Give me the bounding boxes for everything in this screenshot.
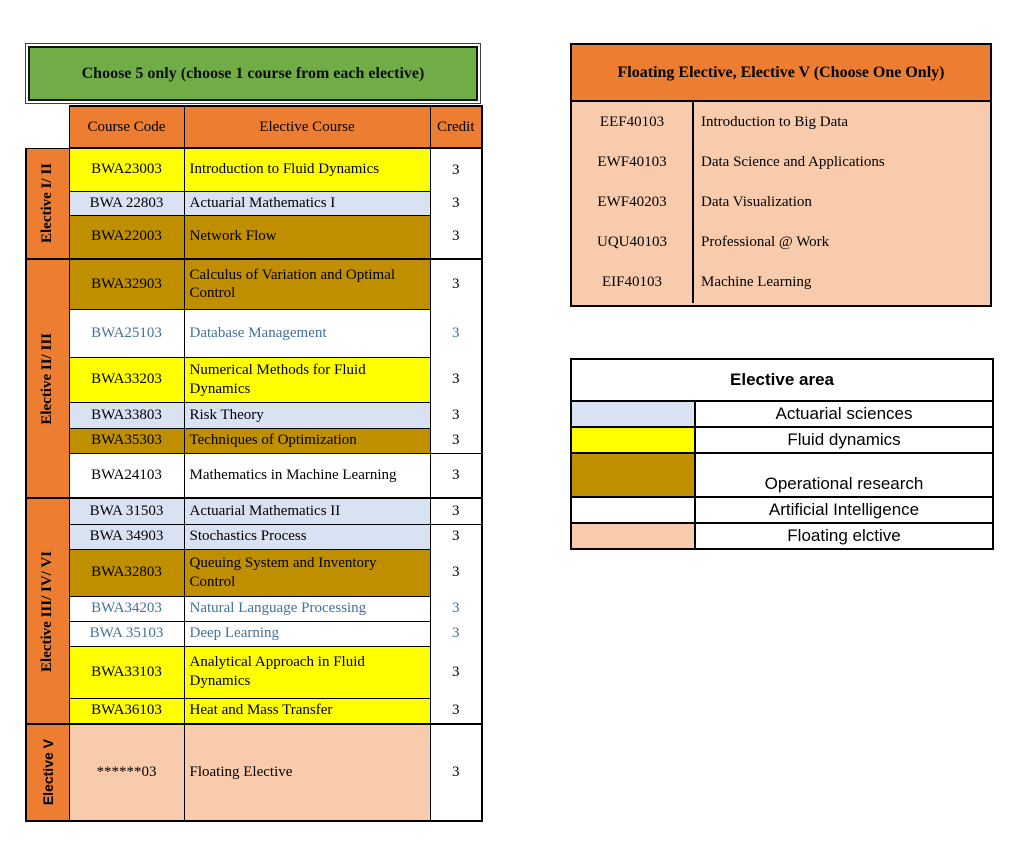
course-row <box>26 309 482 357</box>
elective-group-label: Elective III/ IV/ VI <box>39 550 56 672</box>
course-name-cell: Introduction to Fluid Dynamics <box>184 148 430 191</box>
course-code-cell: BWA 34903 <box>69 524 184 549</box>
course-name-cell: Calculus of Variation and Optimal Control <box>184 259 430 309</box>
credit-cell: 3 <box>430 402 482 428</box>
floating-course-code: EWF40203 <box>572 182 694 222</box>
course-name-cell: Queuing System and Inventory Control <box>184 549 430 596</box>
course-row <box>26 698 482 724</box>
course-name-cell: Network Flow <box>184 215 430 259</box>
course-row <box>26 646 482 698</box>
credit-cell: 3 <box>430 309 482 357</box>
course-name-cell: Heat and Mass Transfer <box>184 698 430 724</box>
course-row <box>26 724 482 821</box>
credit-cell: 3 <box>430 259 482 309</box>
elective-group-cell <box>26 498 69 724</box>
credit-cell: 3 <box>430 453 482 498</box>
credit-cell: 3 <box>430 498 482 524</box>
legend-swatch-fluid <box>571 427 695 453</box>
course-code-cell: BWA36103 <box>69 698 184 724</box>
course-code-cell: BWA25103 <box>69 309 184 357</box>
course-row <box>26 498 482 524</box>
course-name-cell: Techniques of Optimization <box>184 428 430 453</box>
credit-cell: 3 <box>430 148 482 191</box>
course-code-cell: BWA 35103 <box>69 621 184 646</box>
course-name-cell: Risk Theory <box>184 402 430 428</box>
floating-course-code: EWF40103 <box>572 142 694 182</box>
legend-row <box>571 427 993 453</box>
credit-cell: 3 <box>430 646 482 698</box>
course-code-cell: BWA22003 <box>69 215 184 259</box>
course-code-cell: BWA32803 <box>69 549 184 596</box>
choose-banner <box>25 43 481 104</box>
elective-group-label: Elective I/ II <box>39 163 56 244</box>
floating-electives-body <box>570 102 992 307</box>
course-name-cell: Actuarial Mathematics I <box>184 191 430 215</box>
course-name-cell: Mathematics in Machine Learning <box>184 453 430 498</box>
course-name-cell: Floating Elective <box>184 724 430 821</box>
course-name-cell: Numerical Methods for Fluid Dynamics <box>184 357 430 402</box>
credit-cell: 3 <box>430 524 482 549</box>
floating-course-name: Data Science and Applications <box>701 153 885 170</box>
course-row <box>26 524 482 549</box>
course-code-cell: BWA32903 <box>69 259 184 309</box>
course-row <box>26 453 482 498</box>
col-header-course-code: Course Code <box>69 106 184 148</box>
elective-group-cell <box>26 148 69 259</box>
course-row <box>26 549 482 596</box>
course-name-cell: Analytical Approach in Fluid Dynamics <box>184 646 430 698</box>
course-row <box>26 357 482 402</box>
floating-course-name: Professional @ Work <box>701 234 830 251</box>
choose-banner-text: Choose 5 only (choose 1 course from each elective) <box>28 46 478 101</box>
course-name-cell: Deep Learning <box>184 621 430 646</box>
credit-cell: 3 <box>430 357 482 402</box>
credit-cell: 3 <box>430 621 482 646</box>
credit-cell: 3 <box>430 724 482 821</box>
floating-course-code: EEF40103 <box>572 102 694 142</box>
elective-group-label: Elective II/ III <box>39 332 56 425</box>
course-name-cell: Stochastics Process <box>184 524 430 549</box>
legend-swatch-operational <box>571 453 695 497</box>
course-code-cell: BWA 22803 <box>69 191 184 215</box>
course-row <box>26 596 482 621</box>
legend-label: Fluid dynamics <box>695 427 993 453</box>
legend-table <box>570 358 994 550</box>
course-code-cell: BWA 31503 <box>69 498 184 524</box>
legend-swatch-ai <box>571 497 695 523</box>
floating-course-name: Introduction to Big Data <box>701 113 849 130</box>
electives-header-row <box>26 106 482 148</box>
course-row <box>26 621 482 646</box>
course-code-cell: BWA35303 <box>69 428 184 453</box>
course-name-cell: Natural Language Processing <box>184 596 430 621</box>
course-code-cell: BWA33203 <box>69 357 184 402</box>
col-header-credit: Credit <box>430 106 482 148</box>
course-row <box>26 148 482 191</box>
legend-row <box>571 497 993 523</box>
course-row <box>26 428 482 453</box>
legend-title: Elective area <box>571 359 993 401</box>
credit-cell: 3 <box>430 698 482 724</box>
legend-label: Floating elctive <box>695 523 993 549</box>
legend-label: Operational research <box>695 453 993 497</box>
course-name-cell: Actuarial Mathematics II <box>184 498 430 524</box>
legend-row <box>571 401 993 427</box>
legend-row <box>571 453 993 497</box>
legend-row <box>571 523 993 549</box>
col-header-elective-course: Elective Course <box>184 106 430 148</box>
course-code-cell: BWA33103 <box>69 646 184 698</box>
course-row <box>26 191 482 215</box>
floating-course-name: Machine Learning <box>701 274 812 291</box>
course-name-cell: Database Management <box>184 309 430 357</box>
course-row <box>26 402 482 428</box>
elective-group-label: Elective V <box>39 739 56 806</box>
floating-course-name: Data Visualization <box>701 193 812 210</box>
credit-cell: 3 <box>430 596 482 621</box>
course-code-cell: BWA24103 <box>69 453 184 498</box>
floating-electives-title: Floating Elective, Elective V (Choose One Only) <box>570 43 992 102</box>
legend-swatch-floating <box>571 523 695 549</box>
course-code-cell: BWA34203 <box>69 596 184 621</box>
credit-cell: 3 <box>430 215 482 259</box>
course-code-cell: ******03 <box>69 724 184 821</box>
floating-course-code: UQU40103 <box>572 223 694 263</box>
legend-label: Artificial Intelligence <box>695 497 993 523</box>
floating-electives-table <box>570 43 992 307</box>
credit-cell: 3 <box>430 428 482 453</box>
course-code-cell: BWA33803 <box>69 402 184 428</box>
credit-cell: 3 <box>430 191 482 215</box>
legend-header-row <box>571 359 993 401</box>
elective-group-cell <box>26 259 69 498</box>
legend-swatch-actuarial <box>571 401 695 427</box>
course-row <box>26 215 482 259</box>
elective-group-cell <box>26 724 69 821</box>
course-row <box>26 259 482 309</box>
floating-course-code: EIF40103 <box>572 263 694 303</box>
credit-cell: 3 <box>430 549 482 596</box>
legend-label: Actuarial sciences <box>695 401 993 427</box>
course-code-cell: BWA23003 <box>69 148 184 191</box>
header-spacer-cell <box>26 106 69 148</box>
electives-table <box>25 105 483 822</box>
